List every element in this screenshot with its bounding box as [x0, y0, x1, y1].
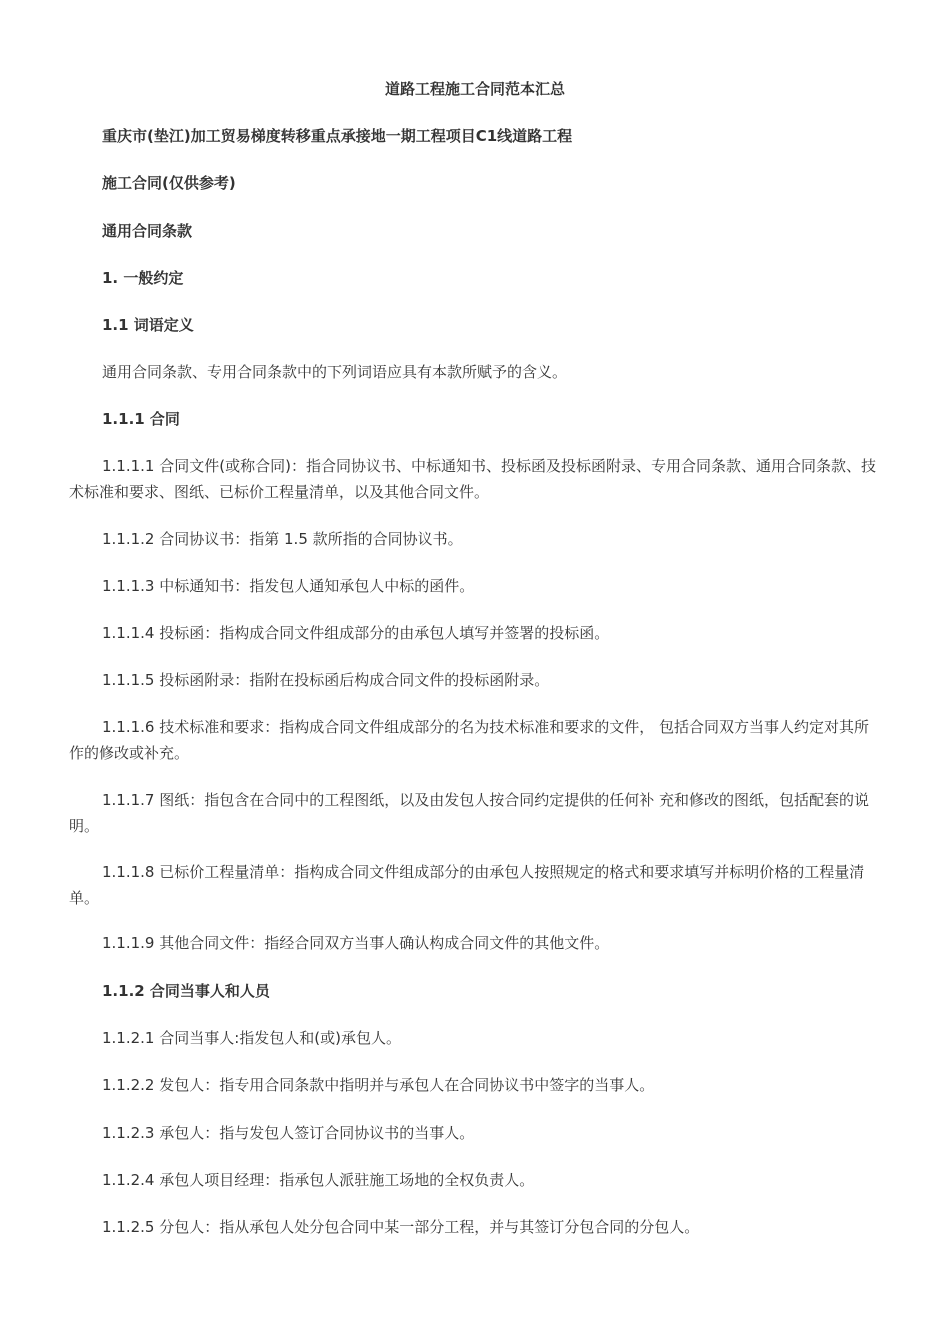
- project-name: 重庆市(垫江)加工贸易梯度转移重点承接地一期工程项目C1线道路工程: [102, 127, 573, 145]
- paragraph: 1.1.1.2 合同协议书：指第 1.5 款所指的合同协议书。: [102, 530, 463, 548]
- clause-heading: 1.1.1 合同: [102, 410, 180, 428]
- paragraph: 1.1.1.7 图纸：指包含在合同中的工程图纸，以及由发包人按合同约定提供的任何补 充和修改的图纸，包括配套的说明。: [69, 791, 870, 835]
- paragraph: 1.1.2.2 发包人：指专用合同条款中指明并与承包人在合同协议书中签字的当事人。: [102, 1076, 655, 1094]
- paragraph: 1.1.2.1 合同当事人:指发包人和(或)承包人。: [102, 1029, 402, 1047]
- paragraph: 1.1.1.5 投标函附录：指附在投标函后构成合同文件的投标函附录。: [102, 671, 550, 689]
- paragraph: 1.1.2.3 承包人：指与发包人签订合同协议书的当事人。: [102, 1124, 475, 1142]
- paragraph: 1.1.2.4 承包人项目经理：指承包人派驻施工场地的全权负责人。: [102, 1171, 535, 1189]
- paragraph: 1.1.1.4 投标函：指构成合同文件组成部分的由承包人填写并签署的投标函。: [102, 624, 610, 642]
- paragraph: 通用合同条款、专用合同条款中的下列词语应具有本款所赋予的含义。: [102, 363, 568, 381]
- chapter-heading: 1. 一般约定: [102, 269, 184, 287]
- clause-heading: 1.1 词语定义: [102, 316, 194, 334]
- section-heading: 通用合同条款: [102, 222, 193, 240]
- paragraph: 1.1.1.9 其他合同文件：指经合同双方当事人确认构成合同文件的其他文件。: [102, 934, 610, 952]
- paragraph: 1.1.1.8 已标价工程量清单：指构成合同文件组成部分的由承包人按照规定的格式和要求填写并标明价格的工程量清单。: [69, 863, 865, 907]
- paragraph: 1.1.2.5 分包人：指从承包人处分包合同中某一部分工程，并与其签订分包合同的分包人。: [102, 1218, 700, 1236]
- paragraph: 1.1.1.1 合同文件(或称合同)：指合同协议书、中标通知书、投标函及投标函附录、专用合同条款、通用合同条款、技术标准和要求、图纸、已标价工程量清单，以及其他合同文件。: [69, 457, 876, 501]
- document-title: 道路工程施工合同范本汇总: [384, 80, 565, 98]
- clause-heading: 1.1.2 合同当事人和人员: [102, 982, 270, 1000]
- paragraph: 1.1.1.6 技术标准和要求：指构成合同文件组成部分的名为技术标准和要求的文件， 包括合同双方当事人约定对其所作的修改或补充。: [69, 718, 870, 762]
- paragraph: 1.1.1.3 中标通知书：指发包人通知承包人中标的函件。: [102, 577, 475, 595]
- contract-subtitle: 施工合同(仅供参考): [102, 174, 236, 192]
